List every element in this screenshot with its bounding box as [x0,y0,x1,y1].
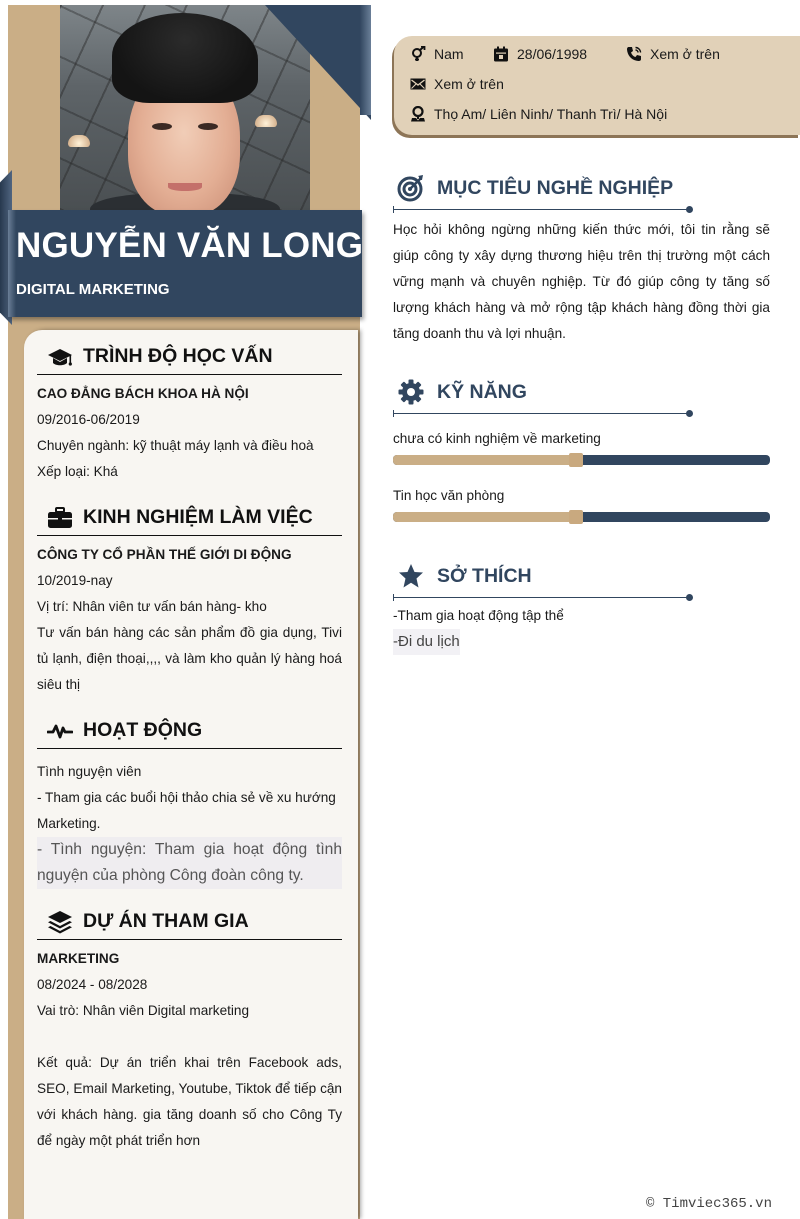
skill-progress-fill [393,455,582,465]
skill-progress-bar [393,512,770,522]
layers-icon [47,911,73,933]
graduation-cap-icon [47,346,73,368]
phone-icon [626,46,642,62]
skill-label: Tin học văn phòng [393,488,505,503]
project-role: Vai trò: Nhân viên Digital marketing [37,1003,250,1018]
envelope-icon [410,76,426,92]
hobbies-list [393,603,770,655]
section-title: SỞ THÍCH [437,564,532,587]
project-name: MARKETING [37,951,120,966]
education-header [37,339,342,375]
contact-birthday-value: 28/06/1998 [517,46,588,62]
contact-gender-value: Nam [434,46,464,62]
photo-eye [198,123,218,130]
skill-item [393,486,770,522]
copyright-footer: © Timviec365.vn [645,1196,772,1212]
skill-progress-fill [393,512,582,522]
candidate-name: NGUYỄN VĂN LONG [16,226,364,265]
photo-lamp [255,115,277,127]
contact-phone-value: Xem ở trên [650,46,720,62]
skills-section [393,375,770,522]
objective-text: Học hỏi không ngừng những kiến thức mới, tôi tin rằng sẽ giúp công ty xây dựng thương hiệu trên thị trường một cách vững mạnh và chuyên nghiệp. Từ đó giúp công ty tăng số lượng khách hàng và mở rộng tập khách hàng đồng thời gia tăng doanh thu và lợi nhuận. [393,222,770,341]
skills-header [393,375,770,409]
heartbeat-icon [47,720,73,742]
contact-email[interactable] [410,76,504,92]
activities-header [37,713,342,749]
hobby-item: -Đi du lịch [393,629,460,655]
objective-header [393,171,770,205]
section-divider [393,409,693,417]
skill-label: chưa có kinh nghiệm về marketing [393,431,601,446]
section-title: TRÌNH ĐỘ HỌC VẤN [83,345,273,367]
contact-address [410,106,667,122]
spacer [37,1024,342,1050]
education-major: Chuyên ngành: kỹ thuật máy lạnh và điều hoà [37,438,314,453]
section-title: DỰ ÁN THAM GIA [83,910,249,932]
objective-section [393,171,770,347]
section-title: MỤC TIÊU NGHỀ NGHIỆP [437,176,674,199]
skill-progress-knob [569,453,583,467]
contact-birthday [493,46,587,62]
skill-progress-knob [569,510,583,524]
skill-progress-bar [393,455,770,465]
project-result: Kết quả: Dự án triển khai trên Facebook ads, SEO, Email Marketing, Youtube, Tiktok để tiếp cận với khách hàng. gia tăng doanh số cho Công Ty để ngày một phát triển hơn [37,1055,342,1148]
skill-item [393,429,770,465]
photo-mouth [168,183,202,191]
hobbies-section [393,559,770,655]
projects-body [37,940,342,1154]
location-icon [410,106,426,122]
hobbies-header [393,559,770,593]
corner-ribbon-edge [360,5,371,115]
education-section [37,339,342,485]
projects-header [37,904,342,940]
candidate-position: DIGITAL MARKETING [16,281,170,298]
company-name: CÔNG TY CỔ PHẦN THẾ GIỚI DI ĐỘNG [37,547,292,562]
profile-photo [60,5,310,210]
gear-icon [397,378,425,406]
gender-icon [410,46,426,62]
star-icon [397,562,425,590]
section-title: KINH NGHIỆM LÀM VIỆC [83,506,313,528]
school-name: CAO ĐẲNG BÁCH KHOA HÀ NỘI [37,386,249,401]
section-divider [393,205,693,213]
experience-header [37,500,342,536]
education-grade: Xếp loại: Khá [37,464,118,479]
briefcase-icon [47,507,73,529]
experience-role: Vị trí: Nhân viên tư vấn bán hàng- kho [37,599,267,614]
contact-email-value: Xem ở trên [434,76,504,92]
target-icon [397,174,425,202]
photo-hair [112,13,258,103]
experience-body [37,536,342,698]
education-body [37,375,342,485]
activity-line: - Tham gia các buổi hội thảo chia sẻ về xu hướng Marketing. [37,790,336,831]
activities-body [37,749,342,889]
activity-line: Tình nguyện viên [37,764,142,779]
activity-line-highlighted: - Tình nguyện: Tham gia hoạt động tình nguyện của phòng Công đoàn công ty. [37,837,342,889]
section-title: HOẠT ĐỘNG [83,719,203,741]
photo-lamp [68,135,90,147]
photo-eye [152,123,172,130]
calendar-icon [493,46,509,62]
experience-section [37,500,342,698]
section-divider [393,593,693,601]
projects-section [37,904,342,1154]
activities-section [37,713,342,889]
experience-description: Tư vấn bán hàng các sản phẩm đồ gia dụng, Tivi tủ lạnh, điện thoại,,,, và làm kho quản lý hàng hoá siêu thị [37,625,342,692]
project-period: 08/2024 - 08/2028 [37,977,148,992]
education-period: 09/2016-06/2019 [37,412,140,427]
contact-gender [410,46,464,62]
section-title: KỸ NĂNG [437,380,527,403]
contact-phone[interactable] [626,46,720,62]
hobby-item: -Tham gia hoạt động tập thể [393,608,564,623]
contact-address-value: Thọ Am/ Liên Ninh/ Thanh Trì/ Hà Nội [434,106,668,122]
experience-period: 10/2019-nay [37,573,113,588]
